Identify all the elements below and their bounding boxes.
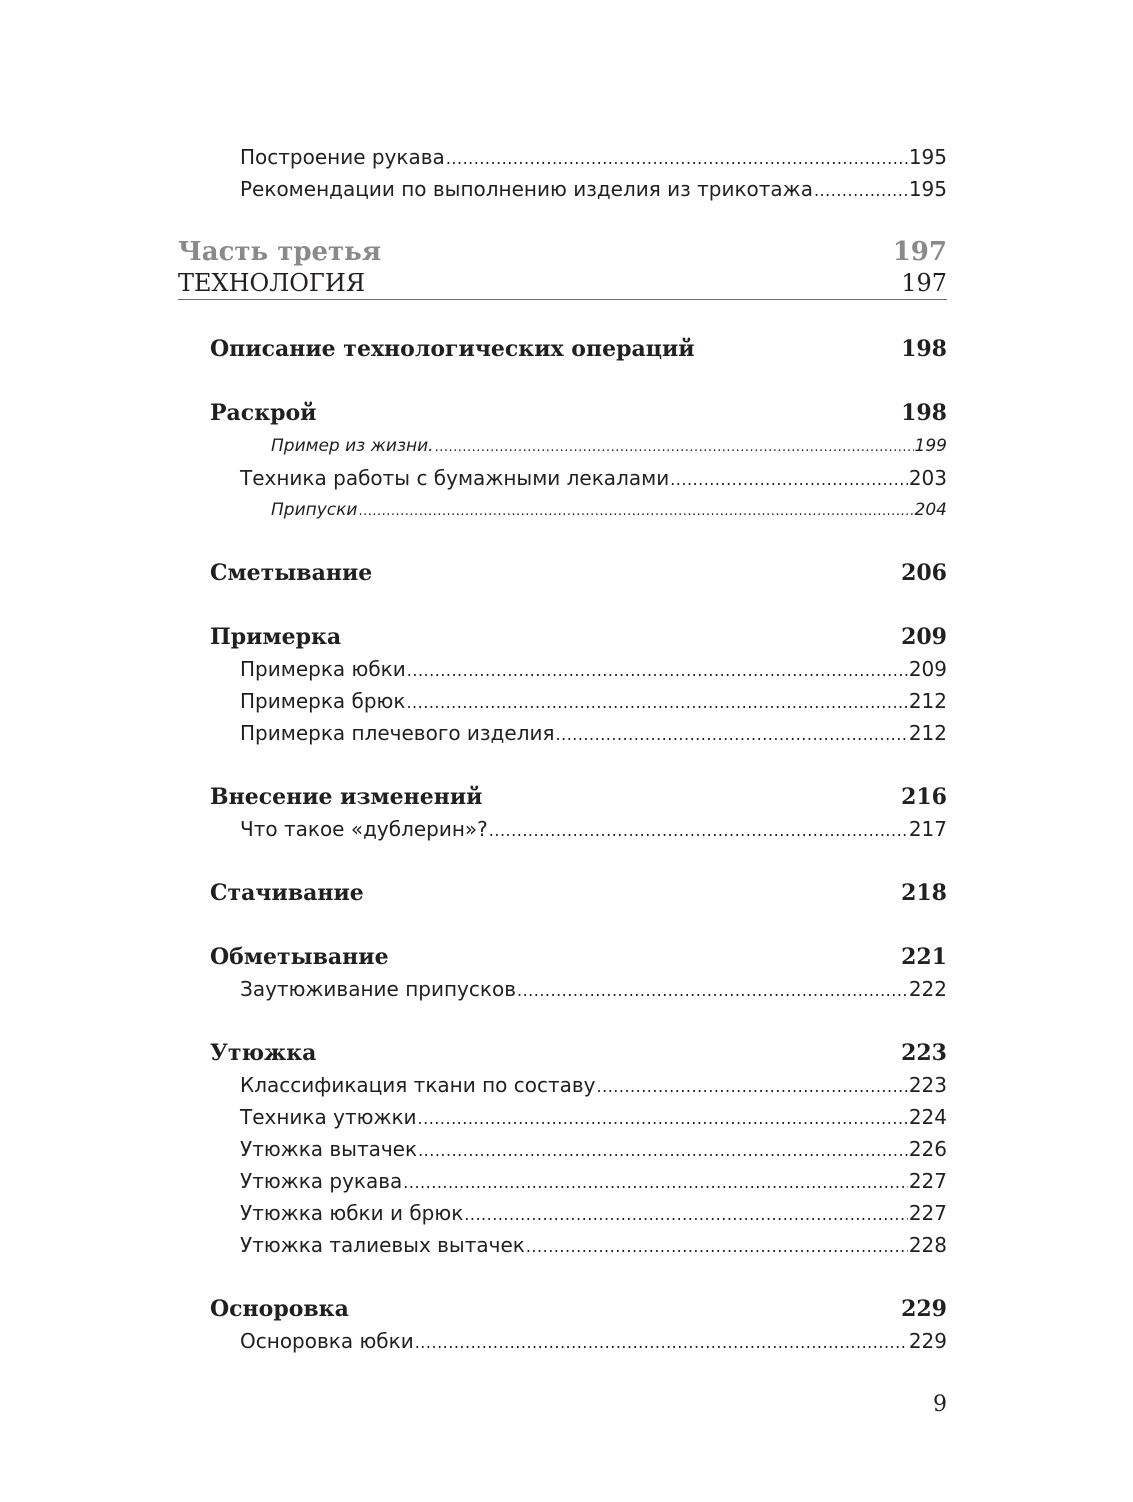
toc-entry-page: 227: [908, 1201, 947, 1225]
toc-entry-page: 212: [908, 689, 947, 713]
section-title: Внесение изменений: [210, 784, 483, 810]
section-page: 218: [901, 880, 947, 906]
section-title: Раскрой: [210, 400, 317, 426]
dot-leader: [418, 1135, 908, 1167]
toc-entry-title: Техника утюжки: [240, 1105, 417, 1129]
toc-entry-page: 226: [908, 1137, 947, 1161]
toc-entry: [240, 1325, 947, 1357]
dot-leader: [489, 815, 908, 847]
dot-leader: [814, 175, 908, 207]
toc-entry-title: Заутюживание припусков: [240, 977, 516, 1001]
section-heading: [210, 876, 947, 910]
section-page: 221: [901, 944, 947, 970]
toc-entry: [240, 1165, 947, 1197]
toc-entry-title: Осноровка юбки: [240, 1329, 414, 1353]
dot-leader: [597, 1071, 908, 1103]
toc-entry: [240, 685, 947, 717]
toc-entry-page: 209: [908, 657, 947, 681]
toc-entry-title: Примерка брюк: [240, 689, 406, 713]
toc-entry: [271, 431, 947, 461]
part-heading: [178, 235, 947, 269]
toc-entry-title: Утюжка юбки и брюк: [240, 1201, 464, 1225]
dot-leader: [517, 975, 908, 1007]
toc-entry-title: Пример из жизни.: [271, 436, 434, 456]
toc-entry: [240, 1133, 947, 1165]
toc-entry-title: Рекомендации по выполнению изделия из трикотажа: [240, 177, 813, 201]
toc-entry: [240, 462, 947, 494]
dot-leader: [406, 687, 907, 719]
toc-entry: [240, 1069, 947, 1101]
toc-entry-page: 227: [908, 1169, 947, 1193]
section-page: 198: [901, 400, 947, 426]
toc-entry: [240, 1229, 947, 1261]
section-heading: [210, 1036, 947, 1070]
section-page: 229: [901, 1296, 947, 1322]
section-title: Утюжка: [210, 1040, 317, 1066]
toc-entry: [240, 1197, 947, 1229]
toc-entry: [240, 813, 947, 845]
toc-entry-title: Утюжка рукава: [240, 1169, 403, 1193]
section-title: Обметывание: [210, 944, 389, 970]
part-subtitle-title: ТЕХНОЛОГИЯ: [178, 269, 366, 297]
section-page: 223: [901, 1040, 947, 1066]
section-heading: [210, 940, 947, 974]
toc-entry-page: 224: [908, 1105, 947, 1129]
toc-entry-page: 212: [908, 721, 947, 745]
dot-leader: [407, 655, 908, 687]
toc-entry: [240, 1101, 947, 1133]
section-title: Примерка: [210, 624, 342, 650]
page-number: 9: [933, 1392, 947, 1417]
section-page: 206: [901, 560, 947, 586]
dot-leader: [403, 1167, 908, 1199]
toc-entry: [240, 653, 947, 685]
toc-entry-page: 195: [908, 177, 947, 201]
toc-entry-page: 229: [908, 1329, 947, 1353]
toc-entry-title: Утюжка талиевых вытачек: [240, 1233, 525, 1257]
toc-entry-page: 199: [914, 436, 947, 456]
toc-entry-page: 195: [908, 145, 947, 169]
section-heading: [210, 396, 947, 430]
toc-entry: [240, 141, 947, 173]
toc-entry-title: Припуски: [271, 500, 358, 520]
dot-leader: [556, 719, 908, 751]
section-title: Стачивание: [210, 880, 364, 906]
section-page: 198: [901, 336, 947, 362]
toc-entry: [240, 173, 947, 205]
toc-entry-title: Что такое «дублерин»?: [240, 817, 488, 841]
toc-entry-title: Построение рукава: [240, 145, 445, 169]
section-title: Осноровка: [210, 1296, 349, 1322]
toc-entry-page: 217: [908, 817, 947, 841]
section-heading: [210, 332, 947, 366]
section-heading: [210, 620, 947, 654]
section-title: Сметывание: [210, 560, 373, 586]
part-page: 197: [892, 237, 947, 267]
dot-leader: [464, 1199, 908, 1231]
toc-entry-page: 228: [908, 1233, 947, 1257]
toc-entry-title: Примерка юбки: [240, 657, 406, 681]
toc-entry: [271, 495, 947, 525]
toc-entry: [240, 717, 947, 749]
part-subtitle-page: 197: [901, 269, 947, 297]
part-subtitle: [178, 267, 947, 300]
toc-entry-title: Примерка плечевого изделия: [240, 721, 555, 745]
toc-entry-title: Классификация ткани по составу: [240, 1073, 596, 1097]
toc-entry: [240, 973, 947, 1005]
dot-leader: [415, 1327, 908, 1359]
section-heading: [210, 1292, 947, 1326]
dot-leader: [670, 464, 908, 496]
toc-entry-page: 222: [908, 977, 947, 1001]
toc-entry-page: 204: [914, 500, 947, 520]
section-page: 209: [901, 624, 947, 650]
toc-entry-page: 203: [908, 466, 947, 490]
part-title: Часть третья: [178, 237, 382, 267]
section-heading: [210, 556, 947, 590]
toc-entry-title: Техника работы с бумажными лекалами: [240, 466, 670, 490]
dot-leader: [435, 433, 914, 463]
section-heading: [210, 780, 947, 814]
toc-entry-page: 223: [908, 1073, 947, 1097]
dot-leader: [358, 497, 913, 527]
toc-entry-title: Утюжка вытачек: [240, 1137, 418, 1161]
dot-leader: [418, 1103, 908, 1135]
dot-leader: [446, 143, 908, 175]
section-title: Описание технологических операций: [210, 336, 695, 362]
section-page: 216: [901, 784, 947, 810]
dot-leader: [526, 1231, 908, 1263]
